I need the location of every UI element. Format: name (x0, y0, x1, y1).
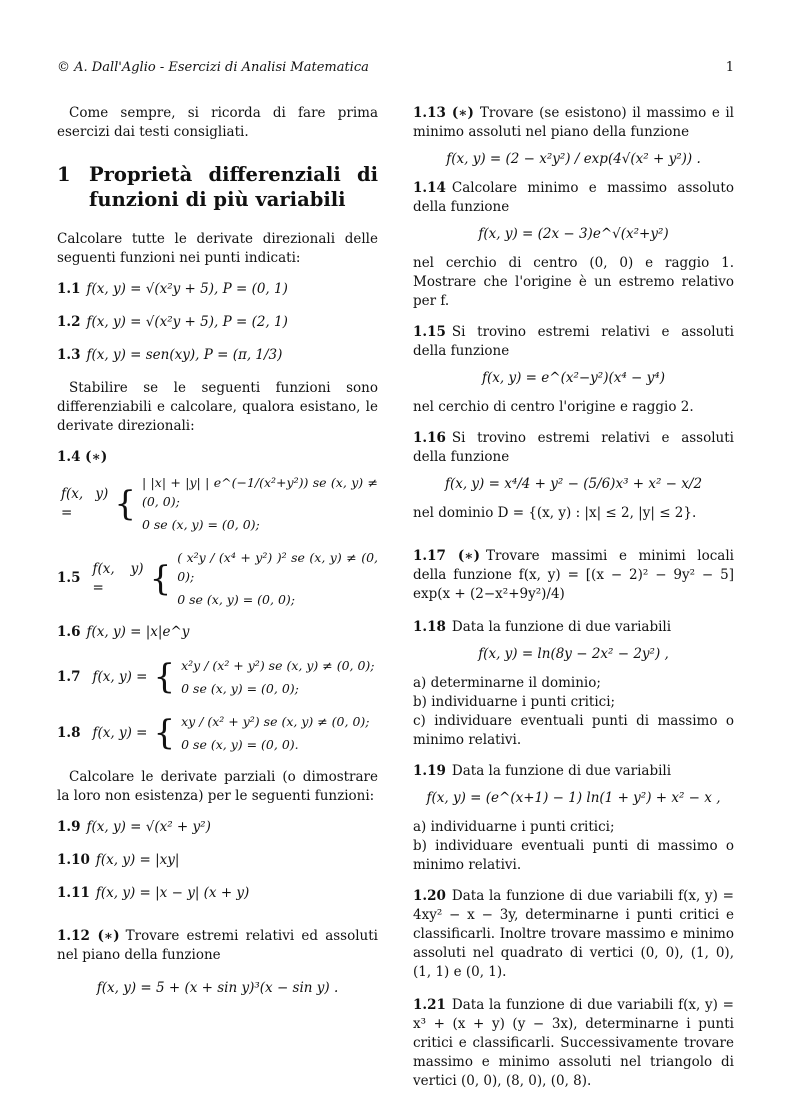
header-title: © A. Dall'Aglio - Esercizi di Analisi Matematica (57, 60, 369, 75)
case-1: x²y / (x² + y²) se (x, y) ≠ (0, 0); (181, 658, 375, 673)
left-column (57, 104, 378, 1008)
exercise-text: Trovare massimi e minimi locali della funzione f(x, y) = [(x − 2)² − 9y² − 5] exp(x + (2−x²+9y²)/4) (413, 548, 734, 602)
exercise-number: 1.4 (∗) (57, 449, 108, 465)
exercise-1-18 (413, 618, 734, 637)
exercise-number: 1.11 (57, 885, 90, 901)
function-lhs: f(x, y) = (61, 485, 109, 521)
page-header (57, 58, 734, 77)
equation-1-19: f(x, y) = (e^(x+1) − 1) ln(1 + y²) + x² − x , (426, 790, 721, 806)
exercise-formula: f(x, y) = |x|e^y (86, 624, 190, 640)
exercise-formula: f(x, y) = |xy| (95, 852, 180, 868)
exercise-number: 1.15 (413, 324, 446, 340)
exercise-number: 1.9 (57, 819, 81, 835)
exercise-1-3 (57, 346, 378, 365)
piecewise-function (57, 656, 378, 698)
paragraph-directional: Calcolare tutte le derivate direzionali delle seguenti funzioni nei punti indicati: (57, 231, 378, 266)
exercise-number: 1.8 (57, 724, 81, 741)
paragraph-partials: Calcolare le derivate parziali (o dimostrare la loro non esistenza) per le seguenti funzioni: (57, 769, 378, 804)
case-2: 0 se (x, y) = (0, 0); (177, 592, 295, 607)
exercise-1-2 (57, 313, 378, 332)
cases (181, 712, 369, 754)
cases (142, 473, 378, 534)
cases (177, 548, 378, 609)
exercise-1-20 (413, 887, 734, 982)
exercise-1-8 (57, 712, 378, 754)
exercise-number: 1.21 (413, 997, 446, 1013)
exercise-number: 1.1 (57, 281, 81, 297)
exercise-number: 1.20 (413, 888, 446, 904)
equation-1-16: f(x, y) = x⁴/4 + y² − (5/6)x³ + x² − x/2 (444, 476, 703, 492)
exercise-1-21 (413, 996, 734, 1091)
text-1-14: nel cerchio di centro (0, 0) e raggio 1. Mostrare che l'origine è un estremo relativo per f. (413, 255, 734, 309)
exercise-text: Si trovino estremi relativi e assoluti della funzione (413, 324, 734, 359)
equation-1-18: f(x, y) = ln(8y − 2x² − 2y²) , (478, 646, 669, 662)
exercise-number: 1.3 (57, 347, 81, 363)
exercise-number: 1.19 (413, 763, 446, 779)
case-1: xy / (x² + y²) se (x, y) ≠ (0, 0); (181, 714, 370, 729)
page-number: 1 (725, 60, 734, 75)
exercise-1-7 (57, 656, 378, 698)
equation-1-14: f(x, y) = (2x − 3)e^√(x²+y²) (478, 226, 669, 242)
function-lhs: f(x, y) = (92, 560, 144, 596)
exercise-text: Trovare (se esistono) il massimo e il minimo assoluti nel piano della funzione (413, 105, 734, 140)
exercise-1-13 (413, 104, 734, 142)
exercise-formula: f(x, y) = sen(xy), P = (π, 1/3) (86, 347, 283, 363)
exercise-text: Calcolare minimo e massimo assoluto della funzione (413, 180, 734, 215)
exercise-1-16 (413, 429, 734, 467)
exercise-1-12 (57, 927, 378, 965)
exercise-formula: f(x, y) = √(x²y + 5), P = (2, 1) (86, 314, 288, 330)
exercise-1-4 (57, 448, 378, 534)
exercise-text: Data la funzione di due variabili f(x, y) = x³ + (x + y) (y − 3x), determinarne i punti critici e classificarli. Successivamente trovare massimo e minimo assoluti nel triangolo di vertici (0, 0), (8, 0), (0, 8). (413, 997, 734, 1089)
right-column (413, 104, 734, 1105)
exercise-number: 1.2 (57, 314, 81, 330)
function-lhs: f(x, y) = (92, 668, 148, 685)
section-number: 1 (57, 163, 71, 186)
exercise-formula: f(x, y) = √(x²y + 5), P = (0, 1) (86, 281, 288, 297)
exercise-formula: f(x, y) = √(x² + y²) (86, 819, 211, 835)
exercise-number: 1.18 (413, 619, 446, 635)
exercise-1-19 (413, 762, 734, 781)
function-lhs: f(x, y) = (92, 724, 148, 741)
cases (181, 656, 374, 698)
case-2: 0 se (x, y) = (0, 0); (181, 681, 299, 696)
exercise-number: 1.14 (413, 180, 446, 196)
item-b: b) individuarne i punti critici; (413, 694, 616, 710)
exercise-1-1 (57, 280, 378, 299)
item-b: b) individuare eventuali punti di massimo o minimo relativi. (413, 838, 734, 873)
exercise-number: 1.17 (∗) (413, 548, 480, 564)
exercise-1-6 (57, 623, 378, 642)
exercise-1-11 (57, 884, 378, 903)
exercise-number: 1.6 (57, 624, 81, 640)
exercise-1-9 (57, 818, 378, 837)
exercise-number: 1.16 (413, 430, 446, 446)
equation-1-15: f(x, y) = e^(x²−y²)(x⁴ − y⁴) (482, 370, 665, 386)
exercise-1-5 (57, 548, 378, 609)
brace-glyph: { (153, 713, 176, 753)
text-1-16: nel dominio D = {(x, y) : |x| ≤ 2, |y| ≤ 2}. (413, 505, 697, 521)
case-2: 0 se (x, y) = (0, 0); (141, 517, 260, 532)
brace-glyph: { (153, 657, 176, 697)
exercise-number: 1.7 (57, 668, 81, 685)
brace-glyph: { (149, 558, 172, 599)
case-2: 0 se (x, y) = (0, 0). (181, 737, 299, 752)
exercise-number: 1.13 (∗) (413, 105, 474, 121)
exercise-text: Trovare estremi relativi ed assoluti nel piano della funzione (57, 928, 378, 963)
exercise-formula: f(x, y) = |x − y| (x + y) (95, 885, 250, 901)
item-a: a) determinarne il dominio; (413, 675, 601, 691)
exercise-1-15 (413, 323, 734, 361)
paragraph-differentiable: Stabilire se le seguenti funzioni sono differenziabili e calcolare, qualora esistano, le derivate direzionali: (57, 380, 378, 434)
text-1-15: nel cerchio di centro l'origine e raggio 2. (413, 399, 694, 415)
exercise-number: 1.5 (57, 570, 81, 586)
exercise-text: Data la funzione di due variabili f(x, y) = 4xy² − x − 3y, determinarne i punti critici e classificarli. Inoltre trovare massimo e minimo assoluti nel quadrato di vertici (0, 0), (1, 0), (1, 1) e (0, 1). (413, 888, 734, 980)
intro-text: Come sempre, si ricorda di fare prima esercizi dai testi consigliati. (57, 105, 378, 140)
exercise-1-17 (413, 547, 734, 604)
exercise-text: Data la funzione di due variabili (451, 763, 672, 779)
case-1: ( x²y / (x⁴ + y²) )² se (x, y) ≠ (0, 0); (177, 550, 378, 584)
exercise-1-10 (57, 851, 378, 870)
exercise-number: 1.12 (∗) (57, 928, 120, 944)
equation-1-12: f(x, y) = 5 + (x + sin y)³(x − sin y) . (96, 980, 339, 996)
piecewise-function (61, 473, 378, 534)
exercise-1-14 (413, 179, 734, 217)
exercise-text: Data la funzione di due variabili (451, 619, 672, 635)
item-a: a) individuarne i punti critici; (413, 819, 615, 835)
section-heading (57, 162, 378, 212)
exercise-text: Si trovino estremi relativi e assoluti della funzione (413, 430, 734, 465)
brace-glyph: { (114, 483, 136, 524)
section-title: Proprietà differenziali di funzioni di più variabili (89, 163, 378, 211)
equation-1-13: f(x, y) = (2 − x²y²) / exp(4√(x² + y²)) . (446, 151, 701, 167)
item-c: c) individuare eventuali punti di massimo o minimo relativi. (413, 713, 734, 748)
exercise-number: 1.10 (57, 852, 90, 868)
piecewise-function (57, 712, 378, 754)
case-1: | |x| + |y| | e^(−1/(x²+y²)) se (x, y) ≠ (0, 0); (141, 475, 378, 509)
piecewise-function (57, 548, 378, 609)
